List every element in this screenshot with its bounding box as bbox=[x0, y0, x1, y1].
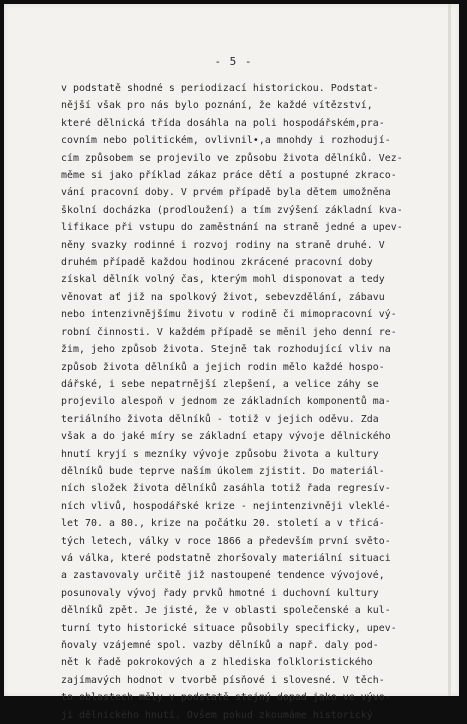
text-line: které dělnická třída dosáhla na poli hospodářském,pra- bbox=[61, 117, 385, 129]
text-line: teriálního života dělníků - totiž v jejich oděvu. Zda bbox=[61, 413, 379, 425]
page-edge bbox=[448, 4, 451, 696]
text-line: turní tyto historické situace působily specificky, upev- bbox=[61, 622, 397, 634]
text-line: to oblastech měly v podstatě stejný dopad jako ve vývo- bbox=[61, 692, 391, 704]
text-line: věnovat ať již na spolkový život, sebevzdělání, zábavu bbox=[61, 291, 385, 303]
text-line: způsob života dělníků a jejich rodin mělo každé hospo- bbox=[61, 361, 385, 373]
text-line: však a do jaké míry se základní etapy vývoje dělnického bbox=[61, 431, 391, 443]
text-line: ji dělnického hnutí. Ovšem pokud zkoumáme historický bbox=[61, 709, 373, 721]
text-line: covním nebo politickém, ovlivnil•,a mnohdy i rozhodují- bbox=[61, 135, 391, 147]
text-line: žim, jeho způsob života. Stejně tak rozhodující vliv na bbox=[61, 344, 391, 356]
text-line: nebo intenzivnějšímu životu v rodině či mimopracovní vý- bbox=[61, 309, 397, 321]
text-line: získal dělník volný čas, kterým mohl disponovat a tedy bbox=[61, 274, 385, 286]
text-line: robní činnosti. V každém případě se měnil jeho denní re- bbox=[61, 326, 397, 338]
text-line: v podstatě shodné s periodizací historickou. Podstat- bbox=[61, 83, 379, 94]
text-line: posunovaly vývoj řady prvků hmotné i duchovní kultury bbox=[61, 587, 379, 599]
text-line: lifikace při vstupu do zaměstnání na straně jedné a upev- bbox=[61, 222, 403, 234]
text-line: školní docházka (prodloužení) a tím zvýšení základní kva- bbox=[61, 204, 403, 216]
body-text bbox=[61, 80, 411, 724]
text-line: tých letech, války v roce 1866 a především první světo- bbox=[61, 535, 391, 547]
text-line: ních složek života dělníků zasáhla totiž řada regresív- bbox=[61, 483, 391, 495]
page-number: - 5 - bbox=[214, 55, 253, 68]
text-line: hnutí kryjí s mezníky vývoje způsobu života a kultury bbox=[61, 448, 379, 460]
text-line: nět k řadě pokrokových a z hlediska folkloristického bbox=[61, 657, 373, 669]
text-line: měme si jako příklad zákaz práce dětí a postupné zkraco- bbox=[61, 170, 397, 182]
text-line: ňovaly vzájemné spol. vazby dělníků a např. daly pod- bbox=[61, 640, 379, 651]
text-line: projevilo alespoň v jednom ze základních komponentů ma- bbox=[61, 396, 391, 408]
text-line: let 70. a 80., krize na počátku 20. století a v třicá- bbox=[61, 518, 385, 530]
text-line: nější však pro nás bylo poznání, že každé vítězství, bbox=[61, 100, 373, 112]
text-line: ních vlivů, hospodářské krize - nejintenzivněji vleklé- bbox=[61, 500, 391, 512]
text-line: dělníků zpět. Je jisté, že v oblasti společenské a kul- bbox=[61, 605, 391, 617]
text-line: dělníků bude teprve naším úkolem zjistit. Do materiál- bbox=[61, 465, 385, 477]
text-line: a zastavovaly určitě již nastoupené tendence vývojové, bbox=[61, 570, 385, 582]
text-line: vá válka, které podstatně zhoršovaly materiální situaci bbox=[61, 552, 391, 564]
text-line: cím způsobem se projevilo ve způsobu života dělníků. Vez- bbox=[61, 152, 403, 164]
text-line: druhém případě každou hodinou zkrácené pracovní doby bbox=[61, 257, 373, 269]
text-line: dářské, i sebe nepatrnější zlepšení, a velice záhy se bbox=[61, 378, 379, 390]
text-line: vání pracovní doby. V prvém případě byla dětem umožněna bbox=[61, 187, 391, 199]
text-line: něny svazky rodinné i rozvoj rodiny na straně druhé. V bbox=[61, 239, 385, 251]
text-line: zajímavých hodnot v tvorbě písňové i slovesné. V těch- bbox=[61, 674, 385, 686]
